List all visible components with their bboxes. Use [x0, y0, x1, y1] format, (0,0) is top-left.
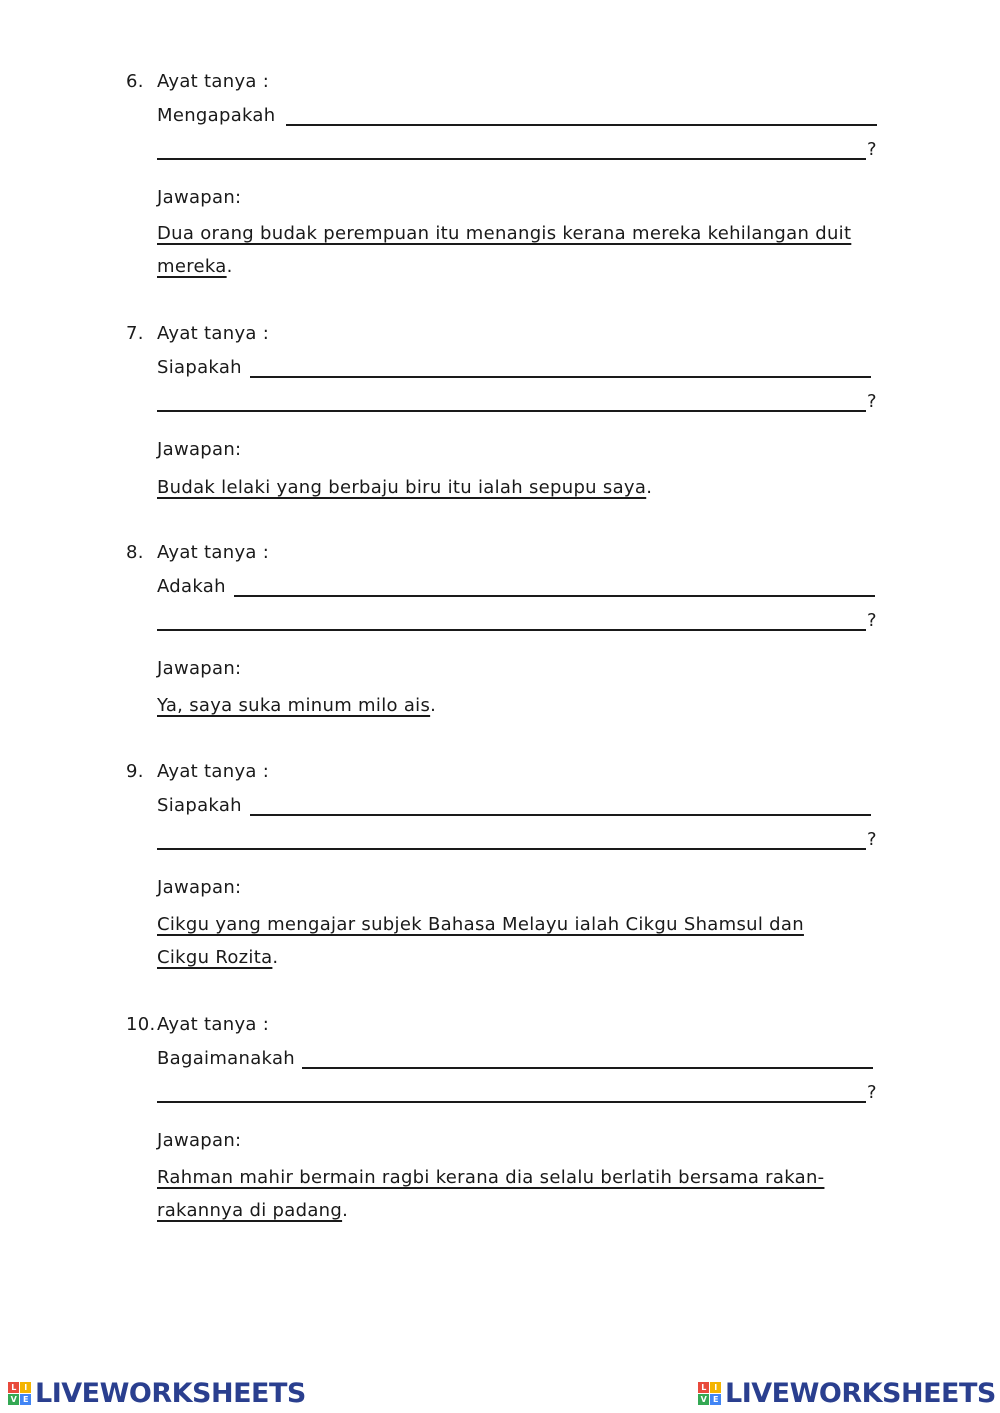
- answer-end: .: [342, 1200, 349, 1221]
- answer-end: .: [646, 477, 653, 498]
- start-word: Bagaimanakah: [157, 1048, 295, 1069]
- answer-input-line-2[interactable]: [157, 605, 870, 631]
- answer-input-line-2[interactable]: [157, 386, 870, 412]
- answer-sentence: Cikgu yang mengajar subjek Bahasa Melayu ialah Cikgu Shamsul dan Cikgu Rozita: [157, 914, 804, 968]
- answer-text: [157, 1161, 862, 1227]
- blank-line-1: [286, 124, 877, 126]
- answer-sentence: Dua orang budak perempuan itu menangis kerana mereka kehilangan duit mereka: [157, 223, 852, 277]
- footer-logo-right: [698, 1378, 996, 1409]
- footer-logo-left: [8, 1378, 306, 1409]
- logo-mark-letter: V: [698, 1394, 709, 1405]
- question-number: 10.: [126, 1014, 156, 1035]
- answer-input-line-1[interactable]: [250, 352, 874, 378]
- answer-text: [157, 217, 887, 283]
- answer-end: .: [272, 947, 279, 968]
- start-word: Adakah: [157, 576, 226, 597]
- answer-input-line-1[interactable]: [234, 571, 878, 597]
- brand-name: LIVEWORKSHEETS: [725, 1378, 996, 1409]
- answer-text: [157, 689, 887, 722]
- blank-line-1: [302, 1067, 873, 1069]
- question-label: Ayat tanya :: [157, 542, 270, 563]
- question-number: 9.: [126, 761, 144, 782]
- question-number: 8.: [126, 542, 144, 563]
- answer-end: .: [226, 256, 233, 277]
- start-word: Siapakah: [157, 357, 242, 378]
- answer-input-line-1[interactable]: [286, 100, 880, 126]
- blank-line-2: [157, 158, 866, 160]
- question-label: Ayat tanya :: [157, 323, 270, 344]
- answer-input-line-2[interactable]: [157, 824, 870, 850]
- brand-name: LIVEWORKSHEETS: [35, 1378, 306, 1409]
- question-number: 6.: [126, 71, 144, 92]
- logo-mark-letter: L: [698, 1382, 709, 1393]
- question-label: Ayat tanya :: [157, 71, 270, 92]
- blank-line-2: [157, 848, 866, 850]
- answer-end: .: [430, 695, 437, 716]
- answer-input-line-2[interactable]: [157, 1077, 870, 1103]
- answer-sentence: Budak lelaki yang berbaju biru itu ialah sepupu saya: [157, 477, 647, 498]
- blank-line-2: [157, 410, 866, 412]
- start-word: Siapakah: [157, 795, 242, 816]
- question-mark: ?: [867, 1082, 877, 1103]
- answer-text: [157, 471, 887, 504]
- answer-input-line-1[interactable]: [250, 790, 874, 816]
- logo-mark-letter: I: [710, 1382, 721, 1393]
- liveworksheets-logo-icon: [698, 1382, 721, 1405]
- question-label: Ayat tanya :: [157, 1014, 270, 1035]
- logo-mark-letter: V: [8, 1394, 19, 1405]
- answer-input-line-2[interactable]: [157, 134, 870, 160]
- answer-input-line-1[interactable]: [302, 1043, 876, 1069]
- question-label: Ayat tanya :: [157, 761, 270, 782]
- question-mark: ?: [867, 139, 877, 160]
- question-mark: ?: [867, 829, 877, 850]
- logo-mark-letter: E: [710, 1394, 721, 1405]
- answer-label: Jawapan:: [157, 439, 242, 460]
- answer-text: [157, 908, 857, 974]
- blank-line-2: [157, 1101, 866, 1103]
- blank-line-1: [250, 376, 871, 378]
- answer-label: Jawapan:: [157, 187, 242, 208]
- blank-line-1: [250, 814, 871, 816]
- blank-line-2: [157, 629, 866, 631]
- answer-label: Jawapan:: [157, 658, 242, 679]
- answer-sentence: Ya, saya suka minum milo ais: [157, 695, 431, 716]
- liveworksheets-logo-icon: [8, 1382, 31, 1405]
- question-mark: ?: [867, 610, 877, 631]
- start-word: Mengapakah: [157, 105, 276, 126]
- question-number: 7.: [126, 323, 144, 344]
- answer-label: Jawapan:: [157, 877, 242, 898]
- logo-mark-letter: I: [20, 1382, 31, 1393]
- answer-sentence: Rahman mahir bermain ragbi kerana dia selalu berlatih bersama rakan-rakannya di padang: [157, 1167, 825, 1221]
- answer-label: Jawapan:: [157, 1130, 242, 1151]
- logo-mark-letter: E: [20, 1394, 31, 1405]
- blank-line-1: [234, 595, 875, 597]
- logo-mark-letter: L: [8, 1382, 19, 1393]
- question-mark: ?: [867, 391, 877, 412]
